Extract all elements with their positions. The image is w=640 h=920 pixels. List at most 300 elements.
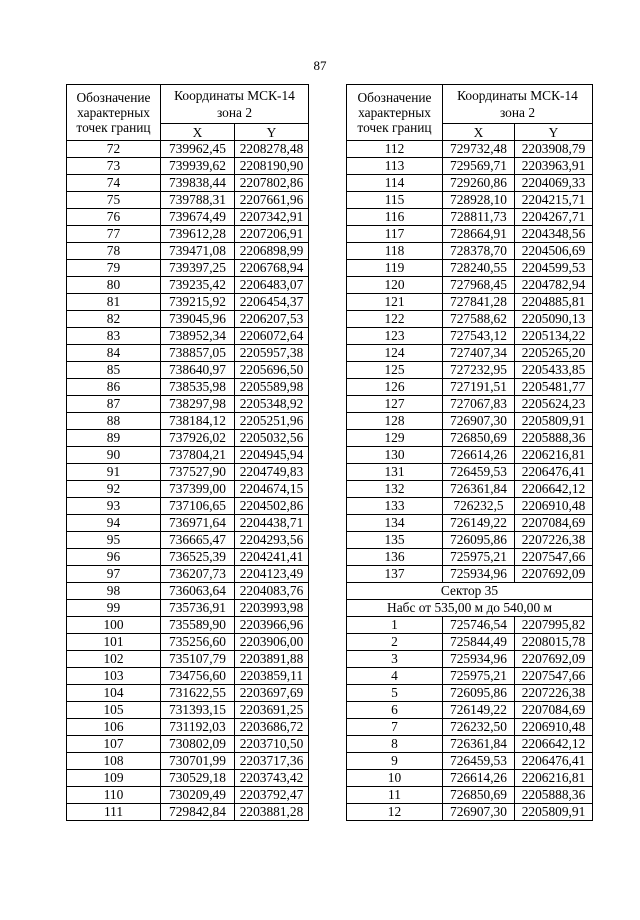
y-coordinate-cell: 2204438,71 xyxy=(235,515,309,532)
x-coordinate-cell: 739235,42 xyxy=(161,277,235,294)
point-id-cell: 82 xyxy=(67,311,161,328)
x-coordinate-cell: 726459,53 xyxy=(443,464,515,481)
table-row xyxy=(347,719,593,736)
table-row xyxy=(67,515,309,532)
header-y: Y xyxy=(235,124,309,141)
x-coordinate-cell: 738952,34 xyxy=(161,328,235,345)
point-id-cell: 86 xyxy=(67,379,161,396)
table-row xyxy=(347,566,593,583)
x-coordinate-cell: 739962,45 xyxy=(161,141,235,158)
table-row xyxy=(347,532,593,549)
header-x: X xyxy=(443,124,515,141)
table-row xyxy=(347,226,593,243)
y-coordinate-cell: 2204069,33 xyxy=(515,175,593,192)
point-id-cell: 118 xyxy=(347,243,443,260)
x-coordinate-cell: 727588,62 xyxy=(443,311,515,328)
table-row xyxy=(67,311,309,328)
point-id-cell: 122 xyxy=(347,311,443,328)
y-coordinate-cell: 2205888,36 xyxy=(515,430,593,447)
point-id-cell: 125 xyxy=(347,362,443,379)
x-coordinate-cell: 729732,48 xyxy=(443,141,515,158)
point-id-cell: 128 xyxy=(347,413,443,430)
x-coordinate-cell: 737399,00 xyxy=(161,481,235,498)
table-row xyxy=(67,396,309,413)
y-coordinate-cell: 2203908,79 xyxy=(515,141,593,158)
y-coordinate-cell: 2207547,66 xyxy=(515,668,593,685)
x-coordinate-cell: 739045,96 xyxy=(161,311,235,328)
table-row xyxy=(67,226,309,243)
y-coordinate-cell: 2206642,12 xyxy=(515,736,593,753)
header-y: Y xyxy=(515,124,593,141)
x-coordinate-cell: 738640,97 xyxy=(161,362,235,379)
x-coordinate-cell: 736063,64 xyxy=(161,583,235,600)
x-coordinate-cell: 726149,22 xyxy=(443,702,515,719)
point-id-cell: 84 xyxy=(67,345,161,362)
point-id-cell: 123 xyxy=(347,328,443,345)
x-coordinate-cell: 729842,84 xyxy=(161,804,235,821)
y-coordinate-cell: 2206454,37 xyxy=(235,294,309,311)
y-coordinate-cell: 2207802,86 xyxy=(235,175,309,192)
x-coordinate-cell: 737926,02 xyxy=(161,430,235,447)
point-id-cell: 1 xyxy=(347,617,443,634)
y-coordinate-cell: 2205251,96 xyxy=(235,413,309,430)
x-coordinate-cell: 730701,99 xyxy=(161,753,235,770)
y-coordinate-cell: 2207084,69 xyxy=(515,515,593,532)
table-row xyxy=(347,481,593,498)
x-coordinate-cell: 731622,55 xyxy=(161,685,235,702)
point-id-cell: 124 xyxy=(347,345,443,362)
y-coordinate-cell: 2204885,81 xyxy=(515,294,593,311)
y-coordinate-cell: 2203881,28 xyxy=(235,804,309,821)
table-row xyxy=(67,175,309,192)
point-id-cell: 131 xyxy=(347,464,443,481)
table-row xyxy=(347,243,593,260)
sector-range-row xyxy=(347,600,593,617)
x-coordinate-cell: 738535,98 xyxy=(161,379,235,396)
table-row xyxy=(67,464,309,481)
point-id-cell: 112 xyxy=(347,141,443,158)
table-row xyxy=(67,702,309,719)
y-coordinate-cell: 2207661,96 xyxy=(235,192,309,209)
point-id-cell: 93 xyxy=(67,498,161,515)
point-id-cell: 113 xyxy=(347,158,443,175)
x-coordinate-cell: 726095,86 xyxy=(443,685,515,702)
table-row xyxy=(347,447,593,464)
y-coordinate-cell: 2205957,38 xyxy=(235,345,309,362)
y-coordinate-cell: 2205589,98 xyxy=(235,379,309,396)
point-id-cell: 137 xyxy=(347,566,443,583)
table-row xyxy=(67,328,309,345)
point-id-cell: 100 xyxy=(67,617,161,634)
point-id-cell: 81 xyxy=(67,294,161,311)
x-coordinate-cell: 730529,18 xyxy=(161,770,235,787)
y-coordinate-cell: 2205433,85 xyxy=(515,362,593,379)
table-row xyxy=(347,702,593,719)
x-coordinate-cell: 726459,53 xyxy=(443,753,515,770)
point-id-cell: 115 xyxy=(347,192,443,209)
table-row xyxy=(67,209,309,226)
point-id-cell: 134 xyxy=(347,515,443,532)
y-coordinate-cell: 2204123,49 xyxy=(235,566,309,583)
y-coordinate-cell: 2204267,71 xyxy=(515,209,593,226)
x-coordinate-cell: 726232,5 xyxy=(443,498,515,515)
y-coordinate-cell: 2203710,50 xyxy=(235,736,309,753)
page-number: 87 xyxy=(313,58,327,73)
table-row xyxy=(67,498,309,515)
y-coordinate-cell: 2206910,48 xyxy=(515,719,593,736)
y-coordinate-cell: 2204506,69 xyxy=(515,243,593,260)
x-coordinate-cell: 728240,55 xyxy=(443,260,515,277)
x-coordinate-cell: 727841,28 xyxy=(443,294,515,311)
table-row xyxy=(347,379,593,396)
sector-title: Сектор 35 xyxy=(347,583,593,600)
y-coordinate-cell: 2204083,76 xyxy=(235,583,309,600)
x-coordinate-cell: 739397,25 xyxy=(161,260,235,277)
x-coordinate-cell: 729569,71 xyxy=(443,158,515,175)
y-coordinate-cell: 2203891,88 xyxy=(235,651,309,668)
point-id-cell: 110 xyxy=(67,787,161,804)
point-id-cell: 76 xyxy=(67,209,161,226)
header-coordinates: Координаты МСК-14 зона 2 xyxy=(161,85,309,124)
x-coordinate-cell: 729260,86 xyxy=(443,175,515,192)
point-id-cell: 12 xyxy=(347,804,443,821)
table-row xyxy=(347,515,593,532)
point-id-cell: 9 xyxy=(347,753,443,770)
y-coordinate-cell: 2203906,00 xyxy=(235,634,309,651)
x-coordinate-cell: 738297,98 xyxy=(161,396,235,413)
y-coordinate-cell: 2208190,90 xyxy=(235,158,309,175)
table-row xyxy=(67,277,309,294)
point-id-cell: 79 xyxy=(67,260,161,277)
table-row xyxy=(67,634,309,651)
y-coordinate-cell: 2204215,71 xyxy=(515,192,593,209)
table-row xyxy=(67,345,309,362)
y-coordinate-cell: 2208278,48 xyxy=(235,141,309,158)
point-id-cell: 106 xyxy=(67,719,161,736)
table-row xyxy=(347,736,593,753)
x-coordinate-cell: 726614,26 xyxy=(443,447,515,464)
y-coordinate-cell: 2207692,09 xyxy=(515,566,593,583)
table-row xyxy=(67,651,309,668)
y-coordinate-cell: 2208015,78 xyxy=(515,634,593,651)
table-row xyxy=(347,141,593,158)
y-coordinate-cell: 2204348,56 xyxy=(515,226,593,243)
x-coordinate-cell: 725975,21 xyxy=(443,668,515,685)
x-coordinate-cell: 728928,10 xyxy=(443,192,515,209)
y-coordinate-cell: 2203792,47 xyxy=(235,787,309,804)
y-coordinate-cell: 2204782,94 xyxy=(515,277,593,294)
y-coordinate-cell: 2203686,72 xyxy=(235,719,309,736)
x-coordinate-cell: 739939,62 xyxy=(161,158,235,175)
point-id-cell: 87 xyxy=(67,396,161,413)
x-coordinate-cell: 725934,96 xyxy=(443,651,515,668)
table-row xyxy=(67,481,309,498)
y-coordinate-cell: 2204945,94 xyxy=(235,447,309,464)
point-id-cell: 104 xyxy=(67,685,161,702)
table-row xyxy=(347,464,593,481)
y-coordinate-cell: 2203859,11 xyxy=(235,668,309,685)
y-coordinate-cell: 2205348,92 xyxy=(235,396,309,413)
point-id-cell: 132 xyxy=(347,481,443,498)
x-coordinate-cell: 726361,84 xyxy=(443,736,515,753)
table-row xyxy=(347,345,593,362)
point-id-cell: 73 xyxy=(67,158,161,175)
table-row xyxy=(347,498,593,515)
point-id-cell: 5 xyxy=(347,685,443,702)
y-coordinate-cell: 2206476,41 xyxy=(515,464,593,481)
sector-title-row xyxy=(347,583,593,600)
table-row xyxy=(347,192,593,209)
y-coordinate-cell: 2204749,83 xyxy=(235,464,309,481)
table-row xyxy=(347,277,593,294)
point-id-cell: 77 xyxy=(67,226,161,243)
table-row xyxy=(67,362,309,379)
x-coordinate-cell: 726850,69 xyxy=(443,430,515,447)
point-id-cell: 2 xyxy=(347,634,443,651)
y-coordinate-cell: 2205134,22 xyxy=(515,328,593,345)
x-coordinate-cell: 739838,44 xyxy=(161,175,235,192)
coordinates-table-left xyxy=(66,84,309,821)
point-id-cell: 129 xyxy=(347,430,443,447)
table-row xyxy=(67,141,309,158)
point-id-cell: 108 xyxy=(67,753,161,770)
y-coordinate-cell: 2207995,82 xyxy=(515,617,593,634)
table-row xyxy=(67,600,309,617)
header-coordinates: Координаты МСК-14 зона 2 xyxy=(443,85,593,124)
point-id-cell: 4 xyxy=(347,668,443,685)
y-coordinate-cell: 2207692,09 xyxy=(515,651,593,668)
point-id-cell: 92 xyxy=(67,481,161,498)
x-coordinate-cell: 737527,90 xyxy=(161,464,235,481)
x-coordinate-cell: 735736,91 xyxy=(161,600,235,617)
x-coordinate-cell: 730802,09 xyxy=(161,736,235,753)
point-id-cell: 120 xyxy=(347,277,443,294)
x-coordinate-cell: 727968,45 xyxy=(443,277,515,294)
table-row xyxy=(347,311,593,328)
table-row xyxy=(67,447,309,464)
y-coordinate-cell: 2206216,81 xyxy=(515,447,593,464)
table-row xyxy=(347,634,593,651)
table-row xyxy=(67,260,309,277)
table-row xyxy=(67,532,309,549)
y-coordinate-cell: 2206910,48 xyxy=(515,498,593,515)
table-row xyxy=(347,804,593,821)
point-id-cell: 75 xyxy=(67,192,161,209)
x-coordinate-cell: 726907,30 xyxy=(443,804,515,821)
y-coordinate-cell: 2204674,15 xyxy=(235,481,309,498)
y-coordinate-cell: 2204502,86 xyxy=(235,498,309,515)
table-row xyxy=(67,719,309,736)
table-row xyxy=(347,175,593,192)
x-coordinate-cell: 726232,50 xyxy=(443,719,515,736)
point-id-cell: 109 xyxy=(67,770,161,787)
x-coordinate-cell: 727191,51 xyxy=(443,379,515,396)
y-coordinate-cell: 2203993,98 xyxy=(235,600,309,617)
table-row xyxy=(67,243,309,260)
point-id-cell: 133 xyxy=(347,498,443,515)
header-x: X xyxy=(161,124,235,141)
x-coordinate-cell: 728811,73 xyxy=(443,209,515,226)
y-coordinate-cell: 2207226,38 xyxy=(515,532,593,549)
y-coordinate-cell: 2207226,38 xyxy=(515,685,593,702)
y-coordinate-cell: 2206483,07 xyxy=(235,277,309,294)
point-id-cell: 135 xyxy=(347,532,443,549)
point-id-cell: 121 xyxy=(347,294,443,311)
x-coordinate-cell: 726850,69 xyxy=(443,787,515,804)
point-id-cell: 127 xyxy=(347,396,443,413)
x-coordinate-cell: 735589,90 xyxy=(161,617,235,634)
point-id-cell: 102 xyxy=(67,651,161,668)
x-coordinate-cell: 726095,86 xyxy=(443,532,515,549)
y-coordinate-cell: 2205888,36 xyxy=(515,787,593,804)
y-coordinate-cell: 2205696,50 xyxy=(235,362,309,379)
y-coordinate-cell: 2203717,36 xyxy=(235,753,309,770)
y-coordinate-cell: 2206768,94 xyxy=(235,260,309,277)
table-row xyxy=(67,413,309,430)
point-id-cell: 111 xyxy=(67,804,161,821)
point-id-cell: 130 xyxy=(347,447,443,464)
point-id-cell: 97 xyxy=(67,566,161,583)
table-row xyxy=(347,651,593,668)
table-row xyxy=(67,668,309,685)
point-id-cell: 83 xyxy=(67,328,161,345)
header-point-designation: Обозначение характерных точек границ xyxy=(347,85,443,141)
table-row xyxy=(347,209,593,226)
y-coordinate-cell: 2203697,69 xyxy=(235,685,309,702)
y-coordinate-cell: 2205265,20 xyxy=(515,345,593,362)
x-coordinate-cell: 731192,03 xyxy=(161,719,235,736)
point-id-cell: 90 xyxy=(67,447,161,464)
point-id-cell: 8 xyxy=(347,736,443,753)
x-coordinate-cell: 739674,49 xyxy=(161,209,235,226)
x-coordinate-cell: 725746,54 xyxy=(443,617,515,634)
point-id-cell: 3 xyxy=(347,651,443,668)
table-row xyxy=(67,566,309,583)
point-id-cell: 96 xyxy=(67,549,161,566)
table-row xyxy=(67,583,309,600)
x-coordinate-cell: 726149,22 xyxy=(443,515,515,532)
x-coordinate-cell: 739612,28 xyxy=(161,226,235,243)
y-coordinate-cell: 2203743,42 xyxy=(235,770,309,787)
point-id-cell: 88 xyxy=(67,413,161,430)
table-row xyxy=(67,787,309,804)
x-coordinate-cell: 735256,60 xyxy=(161,634,235,651)
y-coordinate-cell: 2205809,91 xyxy=(515,413,593,430)
point-id-cell: 72 xyxy=(67,141,161,158)
table-row xyxy=(347,430,593,447)
table-row xyxy=(67,685,309,702)
x-coordinate-cell: 726361,84 xyxy=(443,481,515,498)
x-coordinate-cell: 726907,30 xyxy=(443,413,515,430)
point-id-cell: 116 xyxy=(347,209,443,226)
table-row xyxy=(347,362,593,379)
point-id-cell: 98 xyxy=(67,583,161,600)
table-row xyxy=(347,685,593,702)
point-id-cell: 85 xyxy=(67,362,161,379)
y-coordinate-cell: 2203691,25 xyxy=(235,702,309,719)
x-coordinate-cell: 737106,65 xyxy=(161,498,235,515)
x-coordinate-cell: 727067,83 xyxy=(443,396,515,413)
x-coordinate-cell: 731393,15 xyxy=(161,702,235,719)
point-id-cell: 126 xyxy=(347,379,443,396)
point-id-cell: 11 xyxy=(347,787,443,804)
table-row xyxy=(347,396,593,413)
point-id-cell: 10 xyxy=(347,770,443,787)
table-row xyxy=(347,158,593,175)
table-row xyxy=(67,770,309,787)
table-row xyxy=(67,736,309,753)
y-coordinate-cell: 2206207,53 xyxy=(235,311,309,328)
point-id-cell: 119 xyxy=(347,260,443,277)
y-coordinate-cell: 2205481,77 xyxy=(515,379,593,396)
point-id-cell: 74 xyxy=(67,175,161,192)
y-coordinate-cell: 2206642,12 xyxy=(515,481,593,498)
table-row xyxy=(347,787,593,804)
x-coordinate-cell: 727407,34 xyxy=(443,345,515,362)
x-coordinate-cell: 736207,73 xyxy=(161,566,235,583)
table-row xyxy=(347,753,593,770)
table-row xyxy=(347,260,593,277)
point-id-cell: 99 xyxy=(67,600,161,617)
x-coordinate-cell: 736971,64 xyxy=(161,515,235,532)
y-coordinate-cell: 2204241,41 xyxy=(235,549,309,566)
x-coordinate-cell: 736665,47 xyxy=(161,532,235,549)
y-coordinate-cell: 2206072,64 xyxy=(235,328,309,345)
coordinates-table-right xyxy=(346,84,593,821)
point-id-cell: 94 xyxy=(67,515,161,532)
y-coordinate-cell: 2207547,66 xyxy=(515,549,593,566)
x-coordinate-cell: 728664,91 xyxy=(443,226,515,243)
header-point-designation: Обозначение характерных точек границ xyxy=(67,85,161,141)
point-id-cell: 114 xyxy=(347,175,443,192)
table-row xyxy=(347,668,593,685)
y-coordinate-cell: 2203966,96 xyxy=(235,617,309,634)
x-coordinate-cell: 725975,21 xyxy=(443,549,515,566)
table-row xyxy=(67,617,309,634)
y-coordinate-cell: 2204599,53 xyxy=(515,260,593,277)
table-row xyxy=(347,770,593,787)
y-coordinate-cell: 2206476,41 xyxy=(515,753,593,770)
point-id-cell: 80 xyxy=(67,277,161,294)
y-coordinate-cell: 2207206,91 xyxy=(235,226,309,243)
table-row xyxy=(347,549,593,566)
table-row xyxy=(67,379,309,396)
table-row xyxy=(67,192,309,209)
x-coordinate-cell: 739788,31 xyxy=(161,192,235,209)
point-id-cell: 117 xyxy=(347,226,443,243)
table-row xyxy=(67,294,309,311)
point-id-cell: 91 xyxy=(67,464,161,481)
point-id-cell: 89 xyxy=(67,430,161,447)
x-coordinate-cell: 738857,05 xyxy=(161,345,235,362)
point-id-cell: 78 xyxy=(67,243,161,260)
x-coordinate-cell: 737804,21 xyxy=(161,447,235,464)
y-coordinate-cell: 2207342,91 xyxy=(235,209,309,226)
sector-range: Набс от 535,00 м до 540,00 м xyxy=(347,600,593,617)
table-row xyxy=(67,430,309,447)
y-coordinate-cell: 2205809,91 xyxy=(515,804,593,821)
table-row xyxy=(347,328,593,345)
x-coordinate-cell: 727232,95 xyxy=(443,362,515,379)
y-coordinate-cell: 2203963,91 xyxy=(515,158,593,175)
x-coordinate-cell: 727543,12 xyxy=(443,328,515,345)
x-coordinate-cell: 726614,26 xyxy=(443,770,515,787)
x-coordinate-cell: 736525,39 xyxy=(161,549,235,566)
y-coordinate-cell: 2207084,69 xyxy=(515,702,593,719)
y-coordinate-cell: 2205090,13 xyxy=(515,311,593,328)
x-coordinate-cell: 735107,79 xyxy=(161,651,235,668)
x-coordinate-cell: 725934,96 xyxy=(443,566,515,583)
